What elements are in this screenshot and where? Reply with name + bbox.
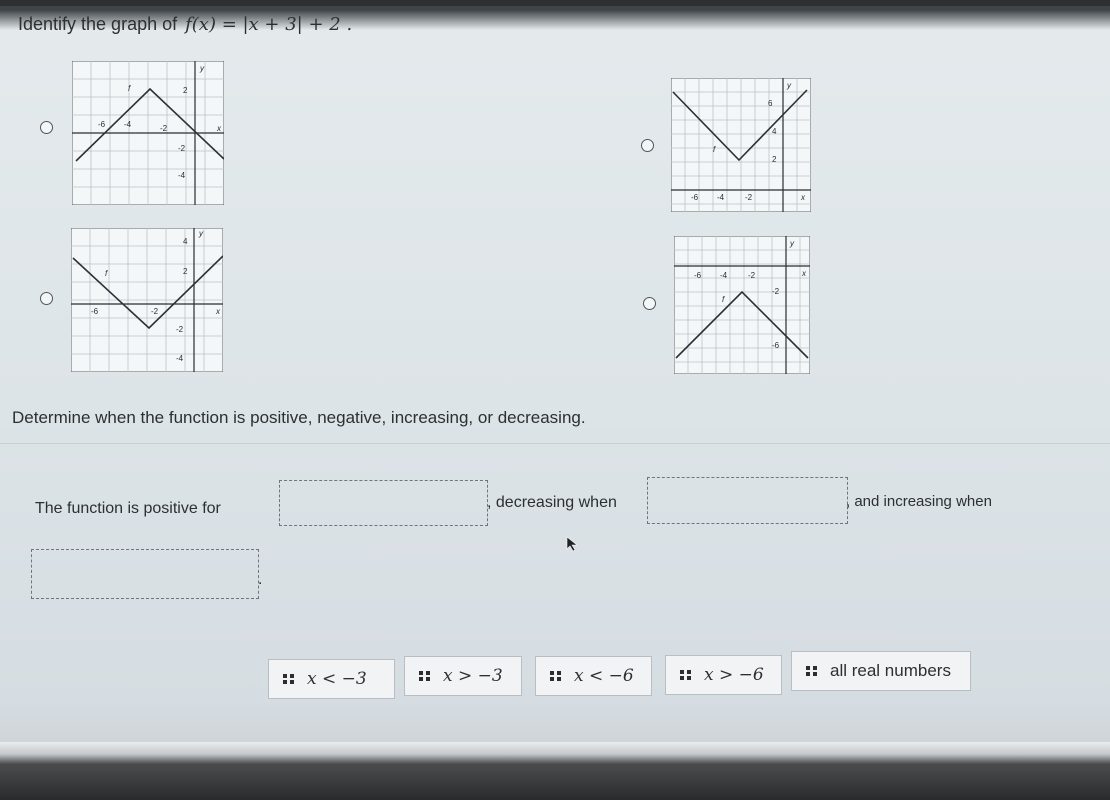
graph-2-x-label: x: [801, 193, 805, 202]
graph-1-tick: -4: [124, 120, 132, 129]
drop-zone-positive[interactable]: [279, 480, 488, 526]
graph-4-tick: -4: [720, 271, 728, 280]
graph-1-tick: -6: [98, 120, 106, 129]
graph-1-curve-label: f: [128, 84, 131, 93]
graph-1-tick: -2: [178, 144, 186, 153]
graph-3-tick: -2: [176, 325, 184, 334]
graph-4-tick: -2: [748, 271, 756, 280]
choice-label: x < −6: [574, 666, 634, 686]
choice-label: all real numbers: [830, 661, 951, 680]
graph-4-tick: -6: [694, 271, 702, 280]
graph-2-tick: 6: [768, 99, 773, 108]
graph-2-tick: 4: [772, 127, 777, 136]
graph-option-4[interactable]: [674, 236, 810, 374]
graph-3-tick: -6: [91, 307, 99, 316]
mouse-cursor-icon: [566, 536, 580, 552]
answer-text-decreasing: , decreasing when: [487, 494, 617, 511]
graph-1-x-label: x: [217, 124, 221, 133]
graph-2-curve-label: f: [713, 145, 716, 154]
graph-option-3-svg: [71, 228, 223, 372]
drag-handle-icon: [419, 671, 433, 681]
choice-label: x > −3: [443, 666, 503, 686]
choice-x-lt-neg6[interactable]: [535, 656, 652, 696]
graph-3-tick: -2: [151, 307, 159, 316]
graph-2-tick: -6: [691, 193, 699, 202]
choice-x-lt-neg3[interactable]: [268, 659, 395, 699]
graph-1-tick: 2: [183, 86, 188, 95]
graph-option-4-radio[interactable]: [643, 297, 656, 310]
graph-option-3-radio[interactable]: [40, 292, 53, 305]
choice-all-real-numbers[interactable]: [791, 651, 971, 691]
drop-zone-decreasing[interactable]: [647, 477, 848, 524]
graph-option-1-svg: [72, 61, 224, 205]
graph-option-2-radio[interactable]: [641, 139, 654, 152]
graph-4-tick: -6: [772, 341, 780, 350]
graph-2-tick: 2: [772, 155, 777, 164]
instructions-text: Determine when the function is positive, negative, increasing, or decreasing.: [12, 408, 586, 427]
graph-option-4-svg: [674, 236, 810, 374]
drag-handle-icon: [550, 671, 564, 681]
question-text: [18, 14, 352, 35]
graph-4-tick: -2: [772, 287, 780, 296]
graph-4-x-label: x: [802, 269, 806, 278]
graph-3-curve-label: f: [105, 269, 108, 278]
choice-x-gt-neg6[interactable]: [665, 655, 782, 695]
graph-2-tick: -2: [745, 193, 753, 202]
graph-3-tick: 4: [183, 237, 188, 246]
graph-option-3[interactable]: [71, 228, 223, 372]
choice-label: x > −6: [704, 665, 764, 685]
graph-3-tick: 2: [183, 267, 188, 276]
choice-x-gt-neg3[interactable]: [404, 656, 522, 696]
choice-label: x < −3: [307, 669, 367, 689]
graph-2-y-label: y: [787, 81, 791, 90]
question-prefix: Identify the graph of: [18, 14, 178, 34]
graph-option-1-radio[interactable]: [40, 121, 53, 134]
graph-3-y-label: y: [199, 229, 203, 238]
graph-option-2-svg: [671, 78, 811, 212]
graph-4-curve-label: f: [722, 295, 725, 304]
question-formula: f(x) = |x + 3| + 2 .: [185, 14, 353, 35]
top-edge: [0, 0, 1110, 6]
drag-handle-icon: [680, 670, 694, 680]
graph-option-2[interactable]: [671, 78, 811, 212]
graph-1-tick: -4: [178, 171, 186, 180]
graph-1-tick: -2: [160, 124, 168, 133]
drag-handle-icon: [283, 674, 297, 684]
graph-2-tick: -4: [717, 193, 725, 202]
graph-3-tick: -4: [176, 354, 184, 363]
graph-option-1[interactable]: [72, 61, 224, 205]
answer-text-increasing: , and increasing when: [846, 493, 992, 510]
section-divider: [0, 443, 1110, 444]
answer-text-end: .: [258, 571, 263, 588]
drop-zone-increasing[interactable]: [31, 549, 259, 599]
graph-4-y-label: y: [790, 239, 794, 248]
bottom-edge: [0, 742, 1110, 800]
drag-handle-icon: [806, 666, 820, 676]
graph-3-x-label: x: [216, 307, 220, 316]
answer-text-positive: The function is positive for: [35, 500, 221, 517]
graph-1-y-label: y: [200, 64, 204, 73]
